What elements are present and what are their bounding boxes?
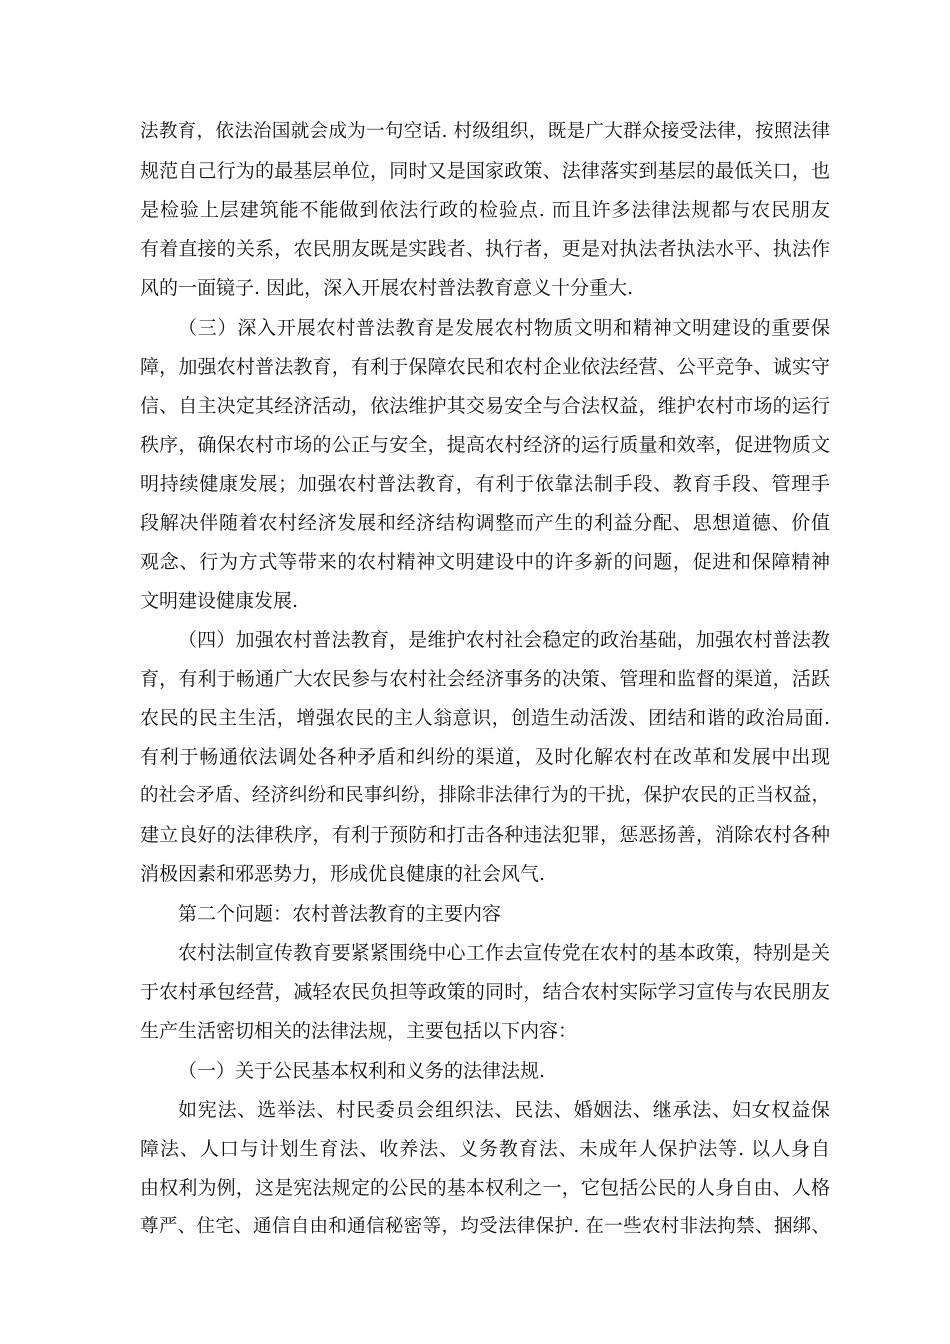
text-line: 是检验上层建筑能不能做到依法行政的检验点. 而且许多法律法规都与农民朋友	[140, 199, 830, 221]
text-line: 农民的民主生活，增强农民的主人翁意识，创造生动活泼、团结和谐的政治局面.	[140, 707, 830, 729]
text-line: （四）加强农村普法教育，是维护农村社会稳定的政治基础，加强农村普法教	[178, 629, 830, 651]
text-line: 由权利为例，这是宪法规定的公民的基本权利之一，它包括公民的人身自由、人格	[140, 1177, 830, 1199]
text-line: 如宪法、选举法、村民委员会组织法、民法、婚姻法、继承法、妇女权益保	[178, 1099, 830, 1121]
text-line: 规范自己行为的最基层单位，同时又是国家政策、法律落实到基层的最低关口，也	[140, 160, 830, 182]
text-line: 障，加强农村普法教育，有利于保障农民和农村企业依法经营、公平竞争、诚实守	[140, 356, 830, 378]
text-line: 有着直接的关系，农民朋友既是实践者、执行者，更是对执法者执法水平、执法作	[140, 238, 830, 260]
text-line: 秩序，确保农村市场的公正与安全，提高农村经济的运行质量和效率，促进物质文	[140, 434, 830, 456]
text-line: 农村法制宣传教育要紧紧围绕中心工作去宣传党在农村的基本政策，特别是关	[178, 942, 830, 964]
text-line: 信、自主决定其经济活动，依法维护其交易安全与合法权益，维护农村市场的运行	[140, 395, 830, 417]
text-line: 有利于畅通依法调处各种矛盾和纠纷的渠道，及时化解农村在改革和发展中出现	[140, 746, 830, 768]
text-line: 尊严、住宅、通信自由和通信秘密等，均受法律保护. 在一些农村非法拘禁、捆绑、	[140, 1216, 830, 1237]
text-line: 观念、行为方式等带来的农村精神文明建设中的许多新的问题，促进和保障精神	[140, 551, 830, 573]
text-line: （三）深入开展农村普法教育是发展农村物质文明和精神文明建设的重要保	[178, 317, 830, 339]
section-heading: 第二个问题：农村普法教育的主要内容	[178, 903, 502, 925]
text-line: 消极因素和邪恶势力，形成优良健康的社会风气.	[140, 863, 546, 885]
text-line: 文明建设健康发展.	[140, 590, 299, 612]
text-line: 段解决伴随着农村经济发展和经济结构调整而产生的利益分配、思想道德、价值	[140, 512, 830, 534]
text-line: 于农村承包经营，减轻农民负担等政策的同时，结合农村实际学习宣传与农民朋友	[140, 981, 830, 1003]
text-line: 明持续健康发展；加强农村普法教育，有利于依靠法制手段、教育手段、管理手	[140, 473, 830, 495]
subsection-heading: （一）关于公民基本权利和义务的法律法规.	[178, 1060, 546, 1082]
text-line: 生产生活密切相关的法律法规，主要包括以下内容：	[140, 1020, 578, 1042]
text-line: 法教育，依法治国就会成为一句空话. 村级组织，既是广大群众接受法律，按照法律	[140, 121, 830, 142]
text-line: 建立良好的法律秩序，有利于预防和打击各种违法犯罪，惩恶扬善，消除农村各种	[140, 824, 830, 846]
text-line: 育，有利于畅通广大农民参与农村社会经济事务的决策、管理和监督的渠道，活跃	[140, 668, 830, 690]
text-line: 的社会矛盾、经济纠纷和民事纠纷，排除非法律行为的干扰，保护农民的正当权益，	[140, 785, 830, 806]
text-line: 障法、人口与计划生育法、收养法、义务教育法、未成年人保护法等. 以人身自	[140, 1138, 830, 1160]
text-line: 风的一面镜子. 因此，深入开展农村普法教育意义十分重大.	[140, 277, 634, 299]
